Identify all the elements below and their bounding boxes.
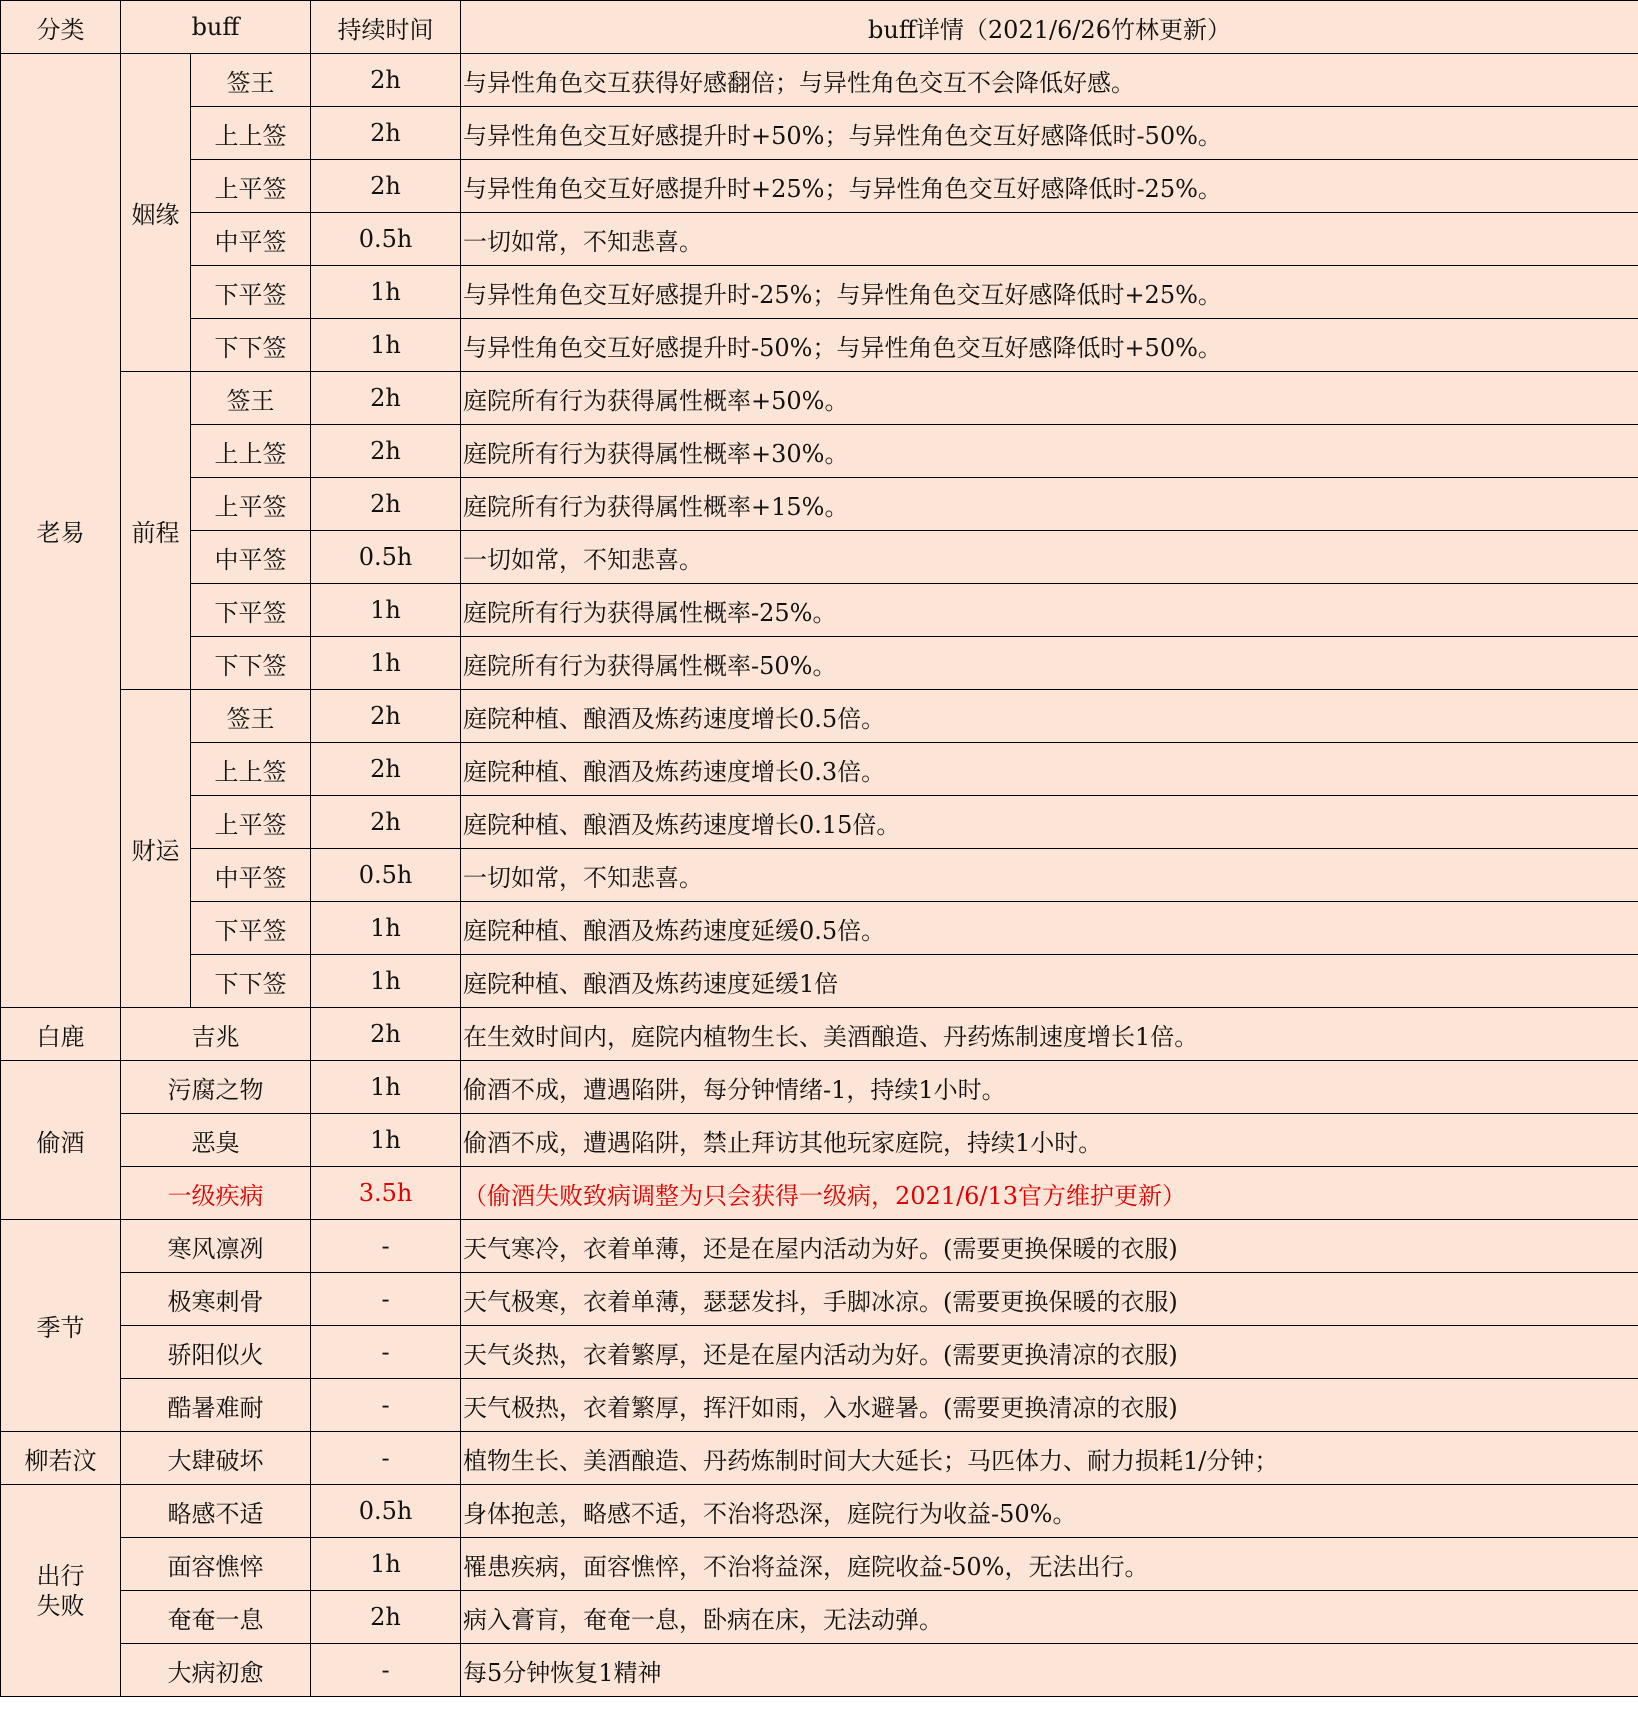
duration-cell: - bbox=[311, 1326, 461, 1379]
category-cell: 老易 bbox=[1, 54, 121, 1008]
detail-cell: 天气炎热，衣着繁厚，还是在屋内活动为好。(需要更换清凉的衣服) bbox=[461, 1326, 1638, 1379]
buff-name-cell: 一级疾病 bbox=[121, 1167, 311, 1220]
buff-name-cell: 上平签 bbox=[191, 478, 311, 531]
category-cell: 偷酒 bbox=[1, 1061, 121, 1220]
duration-cell: - bbox=[311, 1379, 461, 1432]
table-row bbox=[1, 1273, 1638, 1326]
buff-name-cell: 略感不适 bbox=[121, 1485, 311, 1538]
duration-cell: 0.5h bbox=[311, 213, 461, 266]
detail-cell: （偷酒失败致病调整为只会获得一级病，2021/6/13官方维护更新） bbox=[461, 1167, 1638, 1220]
buff-name-cell: 上上签 bbox=[191, 107, 311, 160]
buff-name-cell: 上平签 bbox=[191, 160, 311, 213]
duration-cell: 2h bbox=[311, 54, 461, 107]
buff-name-cell: 酷暑难耐 bbox=[121, 1379, 311, 1432]
duration-cell: 2h bbox=[311, 1008, 461, 1061]
detail-cell: 一切如常，不知悲喜。 bbox=[461, 531, 1638, 584]
detail-cell: 病入膏肓，奄奄一息，卧病在床，无法动弹。 bbox=[461, 1591, 1638, 1644]
detail-cell: 庭院种植、酿酒及炼药速度增长0.3倍。 bbox=[461, 743, 1638, 796]
table-row bbox=[1, 637, 1638, 690]
table-row bbox=[1, 1432, 1638, 1485]
duration-cell: 1h bbox=[311, 1061, 461, 1114]
buff-name-cell: 下下签 bbox=[191, 319, 311, 372]
table-row bbox=[1, 213, 1638, 266]
duration-cell: - bbox=[311, 1644, 461, 1697]
table-row bbox=[1, 1326, 1638, 1379]
duration-cell: 2h bbox=[311, 160, 461, 213]
duration-cell: 2h bbox=[311, 425, 461, 478]
buff-name-cell: 下下签 bbox=[191, 955, 311, 1008]
table-row bbox=[1, 478, 1638, 531]
buff-name-cell: 中平签 bbox=[191, 213, 311, 266]
duration-cell: 1h bbox=[311, 1538, 461, 1591]
detail-cell: 偷酒不成，遭遇陷阱，每分钟情绪-1，持续1小时。 bbox=[461, 1061, 1638, 1114]
duration-cell: 2h bbox=[311, 372, 461, 425]
buff-name-cell: 大病初愈 bbox=[121, 1644, 311, 1697]
duration-cell: - bbox=[311, 1273, 461, 1326]
duration-cell: 1h bbox=[311, 955, 461, 1008]
detail-cell: 在生效时间内，庭院内植物生长、美酒酿造、丹药炼制速度增长1倍。 bbox=[461, 1008, 1638, 1061]
table-row bbox=[1, 902, 1638, 955]
detail-cell: 天气极热，衣着繁厚，挥汗如雨，入水避暑。(需要更换清凉的衣服) bbox=[461, 1379, 1638, 1432]
table-row bbox=[1, 319, 1638, 372]
header-category: 分类 bbox=[1, 1, 121, 54]
duration-cell: 2h bbox=[311, 478, 461, 531]
category-cell: 季节 bbox=[1, 1220, 121, 1432]
category-cell: 出行 失败 bbox=[1, 1485, 121, 1697]
table-row bbox=[1, 1061, 1638, 1114]
table-row bbox=[1, 531, 1638, 584]
duration-cell: 2h bbox=[311, 743, 461, 796]
buff-name-cell: 上平签 bbox=[191, 796, 311, 849]
detail-cell: 与异性角色交互好感提升时+25%；与异性角色交互好感降低时-25%。 bbox=[461, 160, 1638, 213]
duration-cell: 0.5h bbox=[311, 849, 461, 902]
table-row bbox=[1, 1644, 1638, 1697]
buff-name-cell: 上上签 bbox=[191, 425, 311, 478]
table-row bbox=[1, 54, 1638, 107]
detail-cell: 罹患疾病，面容憔悴，不治将益深，庭院收益-50%，无法出行。 bbox=[461, 1538, 1638, 1591]
table-row bbox=[1, 372, 1638, 425]
duration-cell: - bbox=[311, 1432, 461, 1485]
detail-cell: 与异性角色交互好感提升时-50%；与异性角色交互好感降低时+50%。 bbox=[461, 319, 1638, 372]
table-row bbox=[1, 1591, 1638, 1644]
table-row bbox=[1, 266, 1638, 319]
duration-cell: 0.5h bbox=[311, 531, 461, 584]
detail-cell: 偷酒不成，遭遇陷阱，禁止拜访其他玩家庭院，持续1小时。 bbox=[461, 1114, 1638, 1167]
table-row bbox=[1, 107, 1638, 160]
category-cell: 白鹿 bbox=[1, 1008, 121, 1061]
table-row bbox=[1, 690, 1638, 743]
detail-cell: 天气寒冷，衣着单薄，还是在屋内活动为好。(需要更换保暖的衣服) bbox=[461, 1220, 1638, 1273]
category-cell: 柳若汶 bbox=[1, 1432, 121, 1485]
header-detail: buff详情（2021/6/26竹林更新） bbox=[461, 1, 1638, 54]
buff-name-cell: 污腐之物 bbox=[121, 1061, 311, 1114]
duration-cell: 2h bbox=[311, 107, 461, 160]
table-row bbox=[1, 1220, 1638, 1273]
table-row bbox=[1, 160, 1638, 213]
detail-cell: 庭院所有行为获得属性概率+30%。 bbox=[461, 425, 1638, 478]
header-buff: buff bbox=[121, 1, 311, 54]
buff-name-cell: 下下签 bbox=[191, 637, 311, 690]
detail-cell: 庭院种植、酿酒及炼药速度延缓1倍 bbox=[461, 955, 1638, 1008]
buff-name-cell: 大肆破坏 bbox=[121, 1432, 311, 1485]
duration-cell: 1h bbox=[311, 584, 461, 637]
detail-cell: 植物生长、美酒酿造、丹药炼制时间大大延长；马匹体力、耐力损耗1/分钟； bbox=[461, 1432, 1638, 1485]
detail-cell: 一切如常，不知悲喜。 bbox=[461, 849, 1638, 902]
detail-cell: 每5分钟恢复1精神 bbox=[461, 1644, 1638, 1697]
duration-cell: 1h bbox=[311, 902, 461, 955]
header-duration: 持续时间 bbox=[311, 1, 461, 54]
subcategory-cell: 前程 bbox=[121, 372, 191, 690]
table-row bbox=[1, 1167, 1638, 1220]
buff-name-cell: 签王 bbox=[191, 54, 311, 107]
buff-name-cell: 吉兆 bbox=[121, 1008, 311, 1061]
duration-cell: 2h bbox=[311, 1591, 461, 1644]
detail-cell: 天气极寒，衣着单薄，瑟瑟发抖，手脚冰凉。(需要更换保暖的衣服) bbox=[461, 1273, 1638, 1326]
table-row bbox=[1, 1538, 1638, 1591]
buff-name-cell: 极寒刺骨 bbox=[121, 1273, 311, 1326]
buff-name-cell: 骄阳似火 bbox=[121, 1326, 311, 1379]
buff-name-cell: 寒风凛冽 bbox=[121, 1220, 311, 1273]
duration-cell: 2h bbox=[311, 796, 461, 849]
duration-cell: 3.5h bbox=[311, 1167, 461, 1220]
duration-cell: 1h bbox=[311, 637, 461, 690]
duration-cell: - bbox=[311, 1220, 461, 1273]
buff-name-cell: 面容憔悴 bbox=[121, 1538, 311, 1591]
duration-cell: 1h bbox=[311, 266, 461, 319]
buff-name-cell: 中平签 bbox=[191, 531, 311, 584]
table-row bbox=[1, 743, 1638, 796]
detail-cell: 庭院所有行为获得属性概率+50%。 bbox=[461, 372, 1638, 425]
buff-name-cell: 签王 bbox=[191, 690, 311, 743]
detail-cell: 庭院种植、酿酒及炼药速度延缓0.5倍。 bbox=[461, 902, 1638, 955]
table-row bbox=[1, 1114, 1638, 1167]
table-row bbox=[1, 1485, 1638, 1538]
table-row bbox=[1, 1008, 1638, 1061]
duration-cell: 1h bbox=[311, 319, 461, 372]
buff-name-cell: 下平签 bbox=[191, 902, 311, 955]
buff-name-cell: 下平签 bbox=[191, 266, 311, 319]
detail-cell: 庭院所有行为获得属性概率-25%。 bbox=[461, 584, 1638, 637]
header-row bbox=[1, 1, 1638, 54]
table-row bbox=[1, 1379, 1638, 1432]
detail-cell: 一切如常，不知悲喜。 bbox=[461, 213, 1638, 266]
table-row bbox=[1, 955, 1638, 1008]
detail-cell: 身体抱恙，略感不适，不治将恐深，庭院行为收益-50%。 bbox=[461, 1485, 1638, 1538]
duration-cell: 1h bbox=[311, 1114, 461, 1167]
detail-cell: 与异性角色交互好感提升时+50%；与异性角色交互好感降低时-50%。 bbox=[461, 107, 1638, 160]
detail-cell: 庭院所有行为获得属性概率-50%。 bbox=[461, 637, 1638, 690]
buff-name-cell: 恶臭 bbox=[121, 1114, 311, 1167]
table-row bbox=[1, 584, 1638, 637]
buff-name-cell: 签王 bbox=[191, 372, 311, 425]
duration-cell: 0.5h bbox=[311, 1485, 461, 1538]
subcategory-cell: 财运 bbox=[121, 690, 191, 1008]
table-row bbox=[1, 796, 1638, 849]
detail-cell: 庭院种植、酿酒及炼药速度增长0.15倍。 bbox=[461, 796, 1638, 849]
detail-cell: 庭院种植、酿酒及炼药速度增长0.5倍。 bbox=[461, 690, 1638, 743]
buff-name-cell: 上上签 bbox=[191, 743, 311, 796]
table-body bbox=[1, 1, 1638, 1697]
buff-name-cell: 奄奄一息 bbox=[121, 1591, 311, 1644]
detail-cell: 与异性角色交互好感提升时-25%；与异性角色交互好感降低时+25%。 bbox=[461, 266, 1638, 319]
table-row bbox=[1, 425, 1638, 478]
buff-name-cell: 下平签 bbox=[191, 584, 311, 637]
buff-name-cell: 中平签 bbox=[191, 849, 311, 902]
subcategory-cell: 姻缘 bbox=[121, 54, 191, 372]
duration-cell: 2h bbox=[311, 690, 461, 743]
table-row bbox=[1, 849, 1638, 902]
detail-cell: 庭院所有行为获得属性概率+15%。 bbox=[461, 478, 1638, 531]
detail-cell: 与异性角色交互获得好感翻倍；与异性角色交互不会降低好感。 bbox=[461, 54, 1638, 107]
